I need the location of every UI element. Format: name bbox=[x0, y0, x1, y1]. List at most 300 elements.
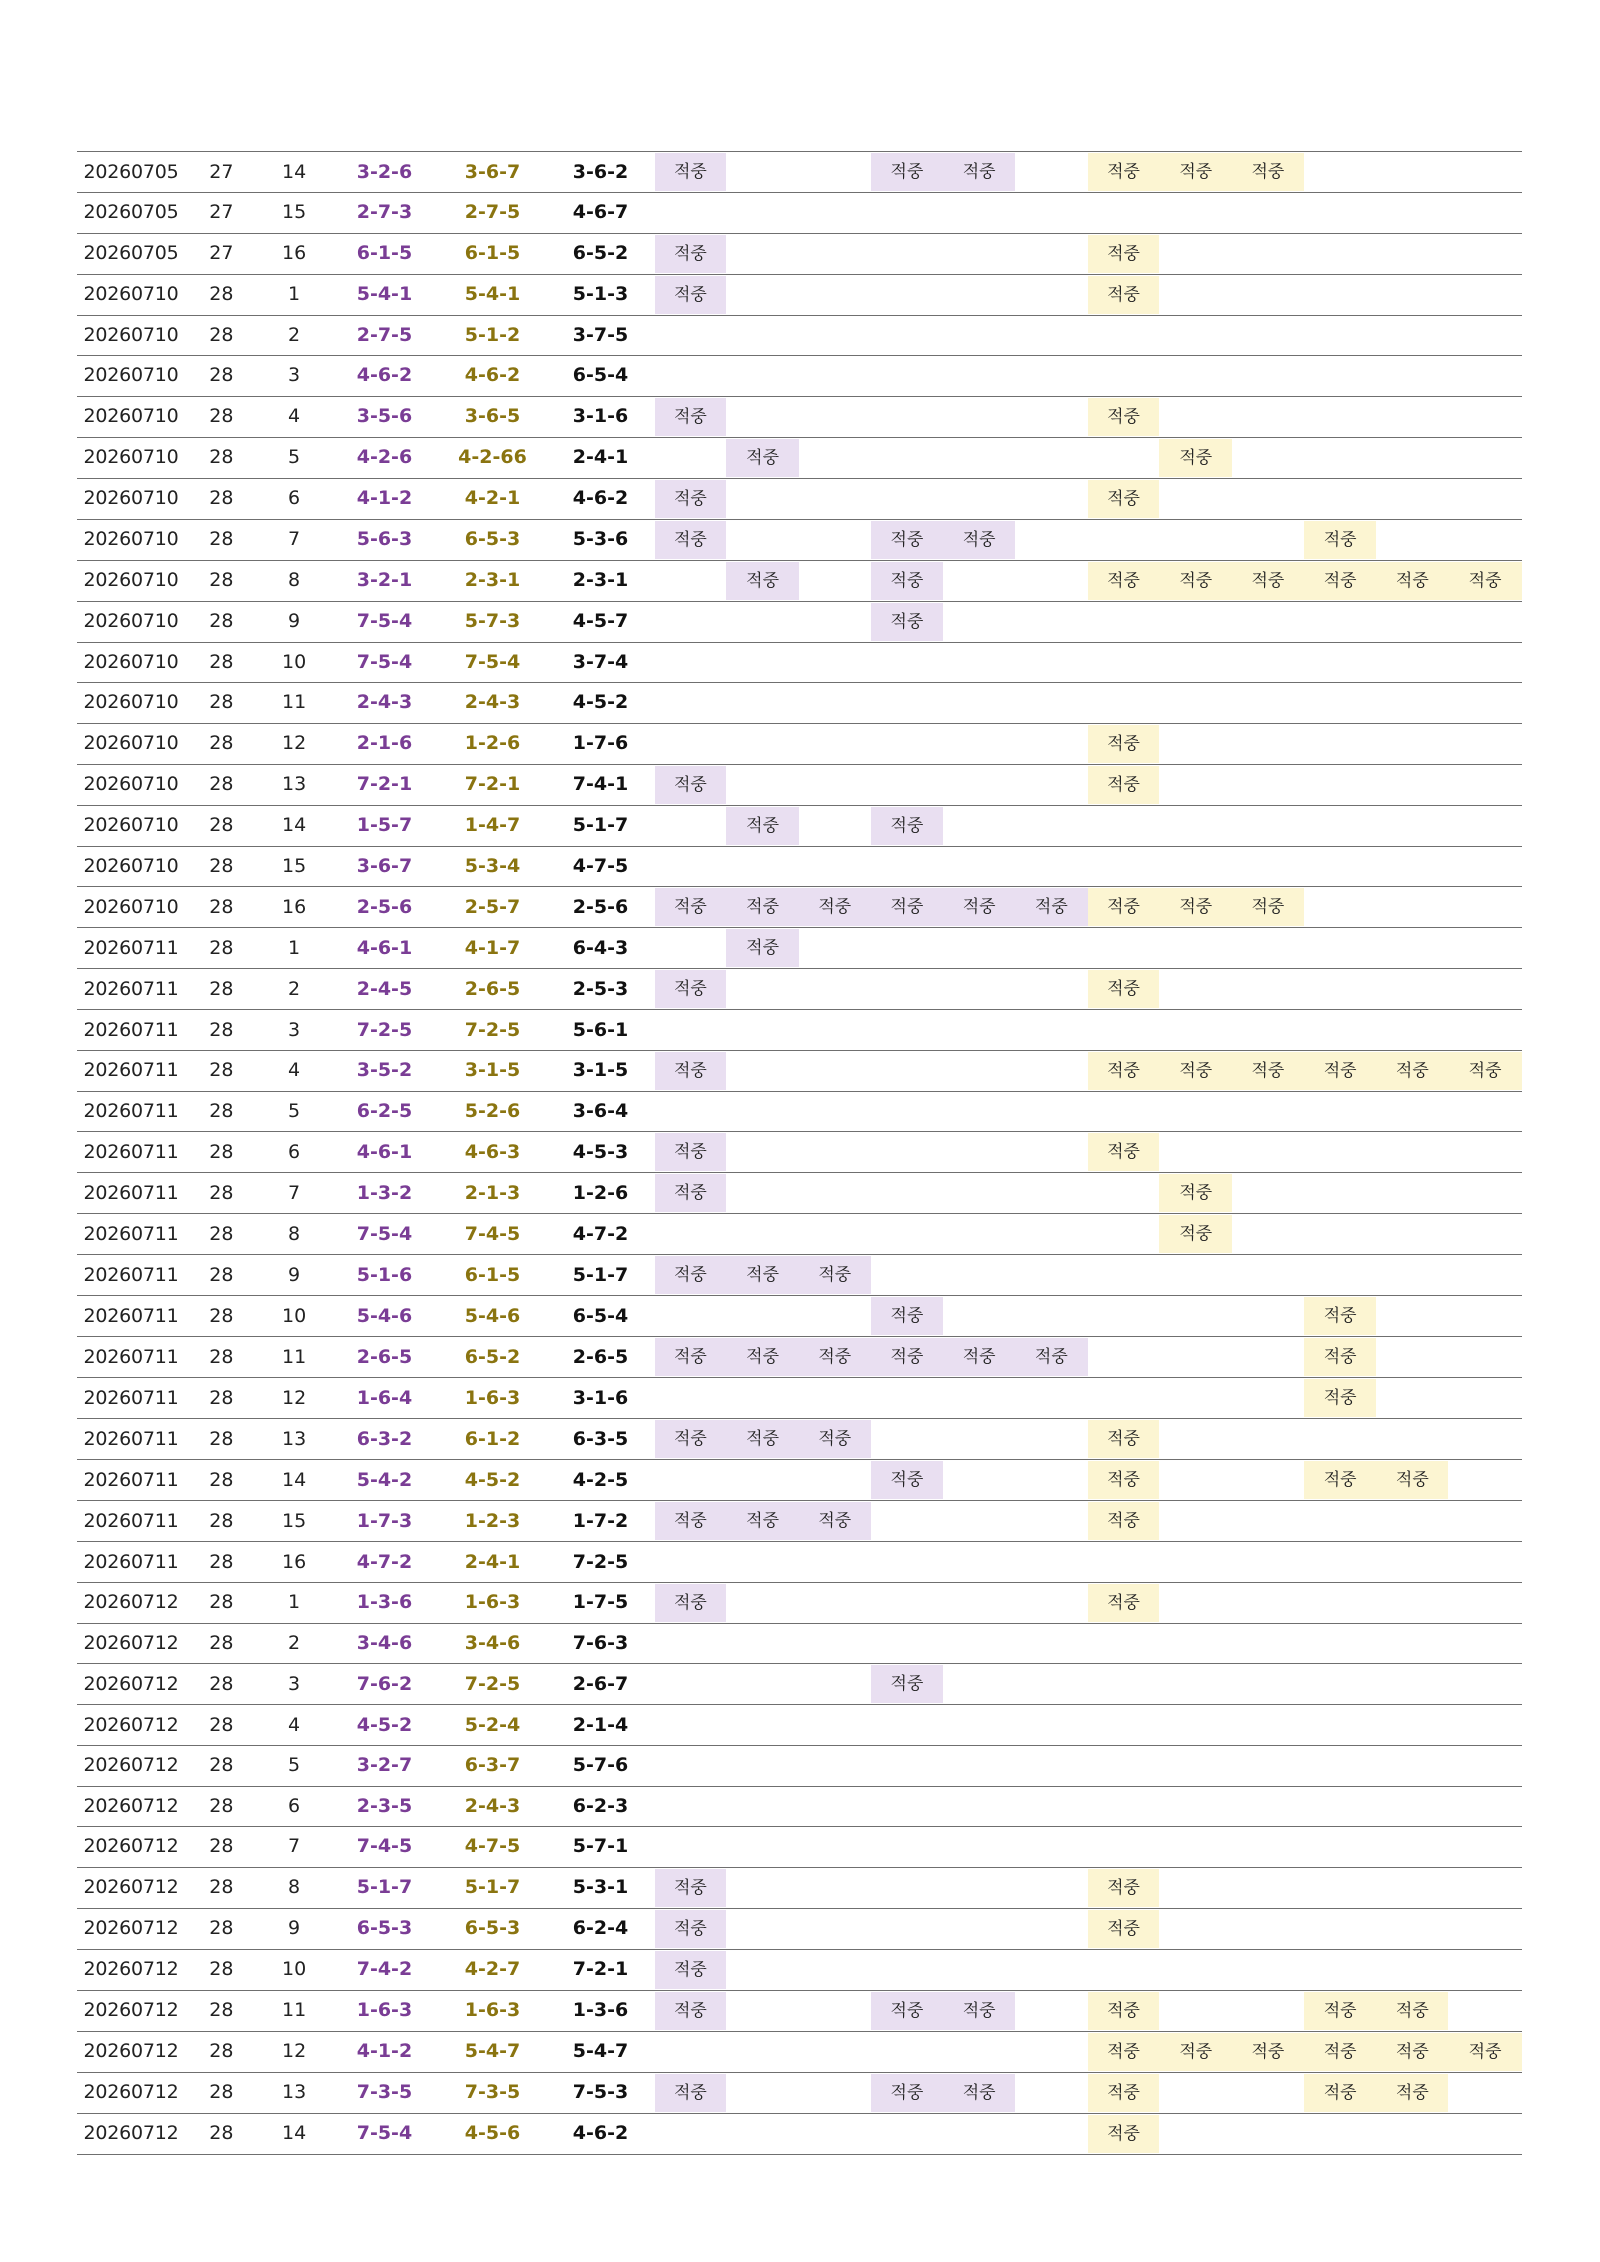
result-cell: 4-6-2 bbox=[547, 2113, 655, 2154]
hit-cell-4 bbox=[871, 1419, 944, 1460]
hit-badge: 적중 bbox=[1159, 1215, 1232, 1253]
hit-cell-4 bbox=[871, 396, 944, 437]
pick2-cell: 7-2-5 bbox=[438, 1010, 546, 1051]
result-cell: 5-1-3 bbox=[547, 274, 655, 315]
hit-cell-8 bbox=[1159, 1746, 1232, 1787]
result-cell: 6-2-3 bbox=[547, 1786, 655, 1827]
hit-badge: 적중 bbox=[655, 1338, 727, 1376]
pick2-cell: 2-3-1 bbox=[438, 560, 546, 601]
hit-cell-1 bbox=[655, 846, 727, 887]
hit-cell-12 bbox=[1448, 683, 1522, 724]
round-cell: 28 bbox=[185, 274, 258, 315]
hit-cell-5 bbox=[943, 1010, 1015, 1051]
hit-cell-2 bbox=[726, 315, 799, 356]
date-cell: 20260710 bbox=[77, 805, 185, 846]
hit-cell-12 bbox=[1448, 1419, 1522, 1460]
hit-cell-4 bbox=[871, 2031, 944, 2072]
hit-cell-6 bbox=[1015, 1949, 1088, 1990]
hit-cell-9 bbox=[1232, 1908, 1304, 1949]
result-cell: 5-7-6 bbox=[547, 1746, 655, 1787]
hit-cell-6 bbox=[1015, 396, 1088, 437]
hit-cell-6 bbox=[1015, 887, 1088, 928]
hit-cell-9 bbox=[1232, 152, 1304, 193]
hit-cell-3 bbox=[799, 1582, 871, 1623]
race-cell: 9 bbox=[258, 1255, 331, 1296]
hit-cell-3 bbox=[799, 1460, 871, 1501]
date-cell: 20260710 bbox=[77, 478, 185, 519]
hit-cell-5 bbox=[943, 1255, 1015, 1296]
date-cell: 20260712 bbox=[77, 1746, 185, 1787]
table-row bbox=[77, 1091, 1522, 1132]
hit-cell-8 bbox=[1159, 805, 1232, 846]
pick1-cell: 4-1-2 bbox=[330, 478, 438, 519]
hit-cell-4 bbox=[871, 152, 944, 193]
hit-cell-7 bbox=[1088, 1542, 1160, 1583]
hit-badge: 적중 bbox=[1088, 1461, 1160, 1499]
date-cell: 20260711 bbox=[77, 1542, 185, 1583]
hit-badge: 적중 bbox=[1376, 2033, 1448, 2071]
hit-cell-5 bbox=[943, 193, 1015, 234]
hit-cell-7 bbox=[1088, 1582, 1160, 1623]
hit-cell-7 bbox=[1088, 478, 1160, 519]
hit-cell-6 bbox=[1015, 642, 1088, 683]
hit-cell-5 bbox=[943, 764, 1015, 805]
table-row bbox=[77, 887, 1522, 928]
hit-cell-1 bbox=[655, 969, 727, 1010]
hit-cell-9 bbox=[1232, 1786, 1304, 1827]
hit-badge: 적중 bbox=[1304, 2074, 1377, 2112]
race-cell: 1 bbox=[258, 928, 331, 969]
pick2-cell: 7-2-5 bbox=[438, 1664, 546, 1705]
hit-cell-8 bbox=[1159, 478, 1232, 519]
hit-cell-11 bbox=[1376, 1419, 1448, 1460]
hit-cell-1 bbox=[655, 683, 727, 724]
hit-cell-2 bbox=[726, 152, 799, 193]
hit-cell-5 bbox=[943, 887, 1015, 928]
hit-badge: 적중 bbox=[1088, 2033, 1160, 2071]
hit-cell-9 bbox=[1232, 1419, 1304, 1460]
date-cell: 20260711 bbox=[77, 1337, 185, 1378]
hit-cell-11 bbox=[1376, 887, 1448, 928]
hit-badge: 적중 bbox=[1304, 2033, 1377, 2071]
hit-cell-2 bbox=[726, 1582, 799, 1623]
hit-cell-2 bbox=[726, 478, 799, 519]
race-cell: 7 bbox=[258, 1827, 331, 1868]
hit-cell-8 bbox=[1159, 887, 1232, 928]
pick2-cell: 1-4-7 bbox=[438, 805, 546, 846]
hit-cell-3 bbox=[799, 437, 871, 478]
pick1-cell: 5-4-2 bbox=[330, 1460, 438, 1501]
hit-cell-2 bbox=[726, 764, 799, 805]
hit-cell-9 bbox=[1232, 560, 1304, 601]
hit-cell-8 bbox=[1159, 152, 1232, 193]
table-row bbox=[77, 1705, 1522, 1746]
hit-badge: 적중 bbox=[655, 235, 727, 273]
pick1-cell: 2-4-3 bbox=[330, 683, 438, 724]
hit-cell-4 bbox=[871, 1091, 944, 1132]
table-row bbox=[77, 1460, 1522, 1501]
result-cell: 4-5-7 bbox=[547, 601, 655, 642]
hit-cell-4 bbox=[871, 1990, 944, 2031]
pick1-cell: 2-3-5 bbox=[330, 1786, 438, 1827]
hit-cell-10 bbox=[1304, 764, 1377, 805]
hit-cell-7 bbox=[1088, 805, 1160, 846]
hit-cell-9 bbox=[1232, 1214, 1304, 1255]
hit-cell-6 bbox=[1015, 683, 1088, 724]
pick1-cell: 3-2-6 bbox=[330, 152, 438, 193]
hit-cell-11 bbox=[1376, 1132, 1448, 1173]
hit-cell-12 bbox=[1448, 396, 1522, 437]
date-cell: 20260705 bbox=[77, 152, 185, 193]
hit-badge: 적중 bbox=[726, 562, 799, 600]
hit-badge: 적중 bbox=[1088, 1052, 1160, 1090]
pick1-cell: 3-4-6 bbox=[330, 1623, 438, 1664]
table-row bbox=[77, 2113, 1522, 2154]
hit-cell-10 bbox=[1304, 437, 1377, 478]
hit-badge: 적중 bbox=[1088, 1584, 1160, 1622]
hit-cell-11 bbox=[1376, 1337, 1448, 1378]
hit-cell-6 bbox=[1015, 1255, 1088, 1296]
hit-cell-4 bbox=[871, 437, 944, 478]
round-cell: 28 bbox=[185, 1949, 258, 1990]
hit-cell-4 bbox=[871, 315, 944, 356]
hit-cell-1 bbox=[655, 478, 727, 519]
hit-badge: 적중 bbox=[1232, 888, 1304, 926]
table-row bbox=[77, 928, 1522, 969]
hit-cell-8 bbox=[1159, 764, 1232, 805]
hit-cell-11 bbox=[1376, 560, 1448, 601]
hit-cell-5 bbox=[943, 2072, 1015, 2113]
hit-cell-8 bbox=[1159, 233, 1232, 274]
hit-cell-5 bbox=[943, 1419, 1015, 1460]
hit-cell-9 bbox=[1232, 2031, 1304, 2072]
hit-cell-4 bbox=[871, 2072, 944, 2113]
hit-cell-6 bbox=[1015, 846, 1088, 887]
table-row bbox=[77, 315, 1522, 356]
hit-badge: 적중 bbox=[1159, 439, 1232, 477]
hit-cell-10 bbox=[1304, 1255, 1377, 1296]
hit-cell-1 bbox=[655, 560, 727, 601]
result-cell: 7-2-5 bbox=[547, 1542, 655, 1583]
result-cell: 7-4-1 bbox=[547, 764, 655, 805]
hit-cell-5 bbox=[943, 1214, 1015, 1255]
hit-cell-5 bbox=[943, 478, 1015, 519]
result-cell: 7-6-3 bbox=[547, 1623, 655, 1664]
hit-cell-3 bbox=[799, 233, 871, 274]
hit-badge: 적중 bbox=[1159, 2033, 1232, 2071]
hit-cell-2 bbox=[726, 1623, 799, 1664]
pick2-cell: 3-6-7 bbox=[438, 152, 546, 193]
hit-cell-6 bbox=[1015, 723, 1088, 764]
result-cell: 7-5-3 bbox=[547, 2072, 655, 2113]
result-cell: 1-3-6 bbox=[547, 1990, 655, 2031]
hit-cell-11 bbox=[1376, 193, 1448, 234]
hit-cell-7 bbox=[1088, 601, 1160, 642]
pick2-cell: 6-5-3 bbox=[438, 519, 546, 560]
hit-cell-5 bbox=[943, 315, 1015, 356]
hit-cell-9 bbox=[1232, 1010, 1304, 1051]
hit-cell-1 bbox=[655, 1296, 727, 1337]
round-cell: 28 bbox=[185, 1050, 258, 1091]
hit-cell-2 bbox=[726, 1050, 799, 1091]
race-cell: 12 bbox=[258, 1378, 331, 1419]
hit-cell-4 bbox=[871, 601, 944, 642]
race-cell: 13 bbox=[258, 2072, 331, 2113]
hit-cell-2 bbox=[726, 396, 799, 437]
hit-cell-9 bbox=[1232, 805, 1304, 846]
table-row bbox=[77, 1949, 1522, 1990]
hit-cell-10 bbox=[1304, 723, 1377, 764]
hit-cell-11 bbox=[1376, 152, 1448, 193]
hit-cell-4 bbox=[871, 723, 944, 764]
hit-cell-9 bbox=[1232, 356, 1304, 397]
hit-badge: 적중 bbox=[1232, 562, 1304, 600]
date-cell: 20260712 bbox=[77, 1908, 185, 1949]
hit-cell-8 bbox=[1159, 1786, 1232, 1827]
hit-cell-9 bbox=[1232, 887, 1304, 928]
hit-badge: 적중 bbox=[1159, 1174, 1232, 1212]
round-cell: 28 bbox=[185, 519, 258, 560]
date-cell: 20260710 bbox=[77, 356, 185, 397]
hit-cell-6 bbox=[1015, 1827, 1088, 1868]
hit-cell-5 bbox=[943, 1337, 1015, 1378]
hit-cell-7 bbox=[1088, 1091, 1160, 1132]
table-row bbox=[77, 601, 1522, 642]
hit-cell-9 bbox=[1232, 1501, 1304, 1542]
hit-cell-10 bbox=[1304, 1419, 1377, 1460]
hit-cell-11 bbox=[1376, 1990, 1448, 2031]
hit-cell-12 bbox=[1448, 2072, 1522, 2113]
hit-cell-11 bbox=[1376, 764, 1448, 805]
hit-cell-11 bbox=[1376, 1378, 1448, 1419]
result-cell: 2-3-1 bbox=[547, 560, 655, 601]
table-row bbox=[77, 519, 1522, 560]
hit-cell-6 bbox=[1015, 315, 1088, 356]
table-row bbox=[77, 560, 1522, 601]
hit-cell-5 bbox=[943, 2113, 1015, 2154]
hit-cell-8 bbox=[1159, 1255, 1232, 1296]
hit-cell-2 bbox=[726, 437, 799, 478]
hit-cell-11 bbox=[1376, 1091, 1448, 1132]
hit-badge: 적중 bbox=[1088, 480, 1160, 518]
result-cell: 6-2-4 bbox=[547, 1908, 655, 1949]
hit-cell-10 bbox=[1304, 2113, 1377, 2154]
hit-badge: 적중 bbox=[726, 439, 799, 477]
hit-cell-12 bbox=[1448, 1460, 1522, 1501]
hit-cell-9 bbox=[1232, 1990, 1304, 2031]
hit-cell-10 bbox=[1304, 1173, 1377, 1214]
pick2-cell: 2-4-3 bbox=[438, 1786, 546, 1827]
hit-cell-6 bbox=[1015, 2113, 1088, 2154]
round-cell: 28 bbox=[185, 887, 258, 928]
date-cell: 20260710 bbox=[77, 560, 185, 601]
hit-cell-7 bbox=[1088, 887, 1160, 928]
hit-cell-9 bbox=[1232, 1664, 1304, 1705]
hit-badge: 적중 bbox=[1376, 2074, 1448, 2112]
hit-cell-8 bbox=[1159, 1664, 1232, 1705]
hit-cell-1 bbox=[655, 1623, 727, 1664]
hit-cell-3 bbox=[799, 1173, 871, 1214]
table-row bbox=[77, 1010, 1522, 1051]
result-cell: 6-5-4 bbox=[547, 356, 655, 397]
hit-cell-1 bbox=[655, 1664, 727, 1705]
result-cell: 5-1-7 bbox=[547, 805, 655, 846]
hit-cell-1 bbox=[655, 1419, 727, 1460]
pick2-cell: 1-6-3 bbox=[438, 1582, 546, 1623]
hit-cell-12 bbox=[1448, 1214, 1522, 1255]
hit-cell-8 bbox=[1159, 1990, 1232, 2031]
hit-cell-7 bbox=[1088, 1132, 1160, 1173]
hit-badge: 적중 bbox=[1376, 1052, 1448, 1090]
hit-cell-11 bbox=[1376, 274, 1448, 315]
table-row bbox=[77, 478, 1522, 519]
hit-cell-10 bbox=[1304, 2072, 1377, 2113]
round-cell: 28 bbox=[185, 315, 258, 356]
hit-cell-12 bbox=[1448, 1337, 1522, 1378]
hit-cell-3 bbox=[799, 2031, 871, 2072]
pick1-cell: 7-3-5 bbox=[330, 2072, 438, 2113]
hit-cell-10 bbox=[1304, 1091, 1377, 1132]
hit-badge: 적중 bbox=[1015, 888, 1088, 926]
hit-cell-12 bbox=[1448, 193, 1522, 234]
round-cell: 28 bbox=[185, 1296, 258, 1337]
race-cell: 5 bbox=[258, 1746, 331, 1787]
hit-cell-1 bbox=[655, 193, 727, 234]
hit-cell-5 bbox=[943, 969, 1015, 1010]
hit-cell-3 bbox=[799, 601, 871, 642]
hit-cell-8 bbox=[1159, 1623, 1232, 1664]
hit-cell-4 bbox=[871, 928, 944, 969]
hit-badge: 적중 bbox=[655, 970, 727, 1008]
hit-cell-2 bbox=[726, 1132, 799, 1173]
hit-cell-5 bbox=[943, 1173, 1015, 1214]
hit-cell-1 bbox=[655, 1582, 727, 1623]
hit-cell-6 bbox=[1015, 1378, 1088, 1419]
hit-cell-5 bbox=[943, 233, 1015, 274]
hit-cell-3 bbox=[799, 1091, 871, 1132]
hit-cell-10 bbox=[1304, 1867, 1377, 1908]
pick2-cell: 1-6-3 bbox=[438, 1990, 546, 2031]
date-cell: 20260711 bbox=[77, 1419, 185, 1460]
result-cell: 4-6-2 bbox=[547, 478, 655, 519]
hit-cell-8 bbox=[1159, 1214, 1232, 1255]
hit-cell-6 bbox=[1015, 1460, 1088, 1501]
hit-cell-3 bbox=[799, 683, 871, 724]
hit-cell-2 bbox=[726, 601, 799, 642]
date-cell: 20260705 bbox=[77, 233, 185, 274]
pick2-cell: 3-6-5 bbox=[438, 396, 546, 437]
pick1-cell: 7-4-2 bbox=[330, 1949, 438, 1990]
pick1-cell: 3-5-6 bbox=[330, 396, 438, 437]
hit-badge: 적중 bbox=[655, 1910, 727, 1948]
date-cell: 20260711 bbox=[77, 1214, 185, 1255]
hit-cell-10 bbox=[1304, 193, 1377, 234]
hit-cell-6 bbox=[1015, 1010, 1088, 1051]
result-cell: 4-5-2 bbox=[547, 683, 655, 724]
hit-cell-1 bbox=[655, 1010, 727, 1051]
pick2-cell: 4-6-2 bbox=[438, 356, 546, 397]
hit-cell-4 bbox=[871, 1460, 944, 1501]
hit-cell-11 bbox=[1376, 1664, 1448, 1705]
race-cell: 1 bbox=[258, 274, 331, 315]
hit-badge: 적중 bbox=[655, 1256, 727, 1294]
hit-badge: 적중 bbox=[1376, 562, 1448, 600]
hit-cell-2 bbox=[726, 642, 799, 683]
result-cell: 4-7-2 bbox=[547, 1214, 655, 1255]
hit-cell-4 bbox=[871, 1827, 944, 1868]
pick1-cell: 5-4-6 bbox=[330, 1296, 438, 1337]
table-row bbox=[77, 1173, 1522, 1214]
hit-cell-6 bbox=[1015, 1990, 1088, 2031]
hit-cell-2 bbox=[726, 233, 799, 274]
hit-cell-12 bbox=[1448, 928, 1522, 969]
hit-cell-3 bbox=[799, 1501, 871, 1542]
hit-cell-11 bbox=[1376, 315, 1448, 356]
hit-cell-4 bbox=[871, 1786, 944, 1827]
pick1-cell: 6-5-3 bbox=[330, 1908, 438, 1949]
hit-cell-7 bbox=[1088, 193, 1160, 234]
round-cell: 28 bbox=[185, 560, 258, 601]
pick2-cell: 2-4-1 bbox=[438, 1542, 546, 1583]
hit-cell-7 bbox=[1088, 1623, 1160, 1664]
date-cell: 20260711 bbox=[77, 969, 185, 1010]
hit-cell-5 bbox=[943, 1378, 1015, 1419]
round-cell: 28 bbox=[185, 1990, 258, 2031]
round-cell: 28 bbox=[185, 356, 258, 397]
race-cell: 5 bbox=[258, 437, 331, 478]
hit-cell-2 bbox=[726, 1337, 799, 1378]
table-row bbox=[77, 1786, 1522, 1827]
hit-cell-5 bbox=[943, 1091, 1015, 1132]
pick2-cell: 5-4-1 bbox=[438, 274, 546, 315]
round-cell: 28 bbox=[185, 601, 258, 642]
hit-badge: 적중 bbox=[1088, 153, 1160, 191]
hit-badge: 적중 bbox=[1376, 1461, 1448, 1499]
round-cell: 28 bbox=[185, 1173, 258, 1214]
hit-badge: 적중 bbox=[1159, 1052, 1232, 1090]
round-cell: 28 bbox=[185, 1337, 258, 1378]
round-cell: 28 bbox=[185, 1705, 258, 1746]
hit-cell-8 bbox=[1159, 519, 1232, 560]
table-row bbox=[77, 1501, 1522, 1542]
hit-cell-1 bbox=[655, 233, 727, 274]
hit-cell-5 bbox=[943, 1908, 1015, 1949]
hit-cell-12 bbox=[1448, 1990, 1522, 2031]
hit-badge: 적중 bbox=[655, 1502, 727, 1540]
hit-cell-9 bbox=[1232, 274, 1304, 315]
hit-badge: 적중 bbox=[655, 766, 727, 804]
hit-cell-5 bbox=[943, 805, 1015, 846]
hit-cell-6 bbox=[1015, 1173, 1088, 1214]
table-row bbox=[77, 1542, 1522, 1583]
hit-cell-11 bbox=[1376, 846, 1448, 887]
race-cell: 8 bbox=[258, 1214, 331, 1255]
hit-cell-3 bbox=[799, 193, 871, 234]
round-cell: 28 bbox=[185, 723, 258, 764]
hit-cell-4 bbox=[871, 969, 944, 1010]
table-row bbox=[77, 1990, 1522, 2031]
pick2-cell: 5-1-2 bbox=[438, 315, 546, 356]
result-cell: 5-3-1 bbox=[547, 1867, 655, 1908]
hit-cell-12 bbox=[1448, 1378, 1522, 1419]
hit-cell-5 bbox=[943, 642, 1015, 683]
hit-cell-5 bbox=[943, 1296, 1015, 1337]
hit-cell-4 bbox=[871, 1378, 944, 1419]
hit-cell-12 bbox=[1448, 1827, 1522, 1868]
hit-cell-10 bbox=[1304, 969, 1377, 1010]
hit-cell-8 bbox=[1159, 846, 1232, 887]
hit-cell-4 bbox=[871, 805, 944, 846]
